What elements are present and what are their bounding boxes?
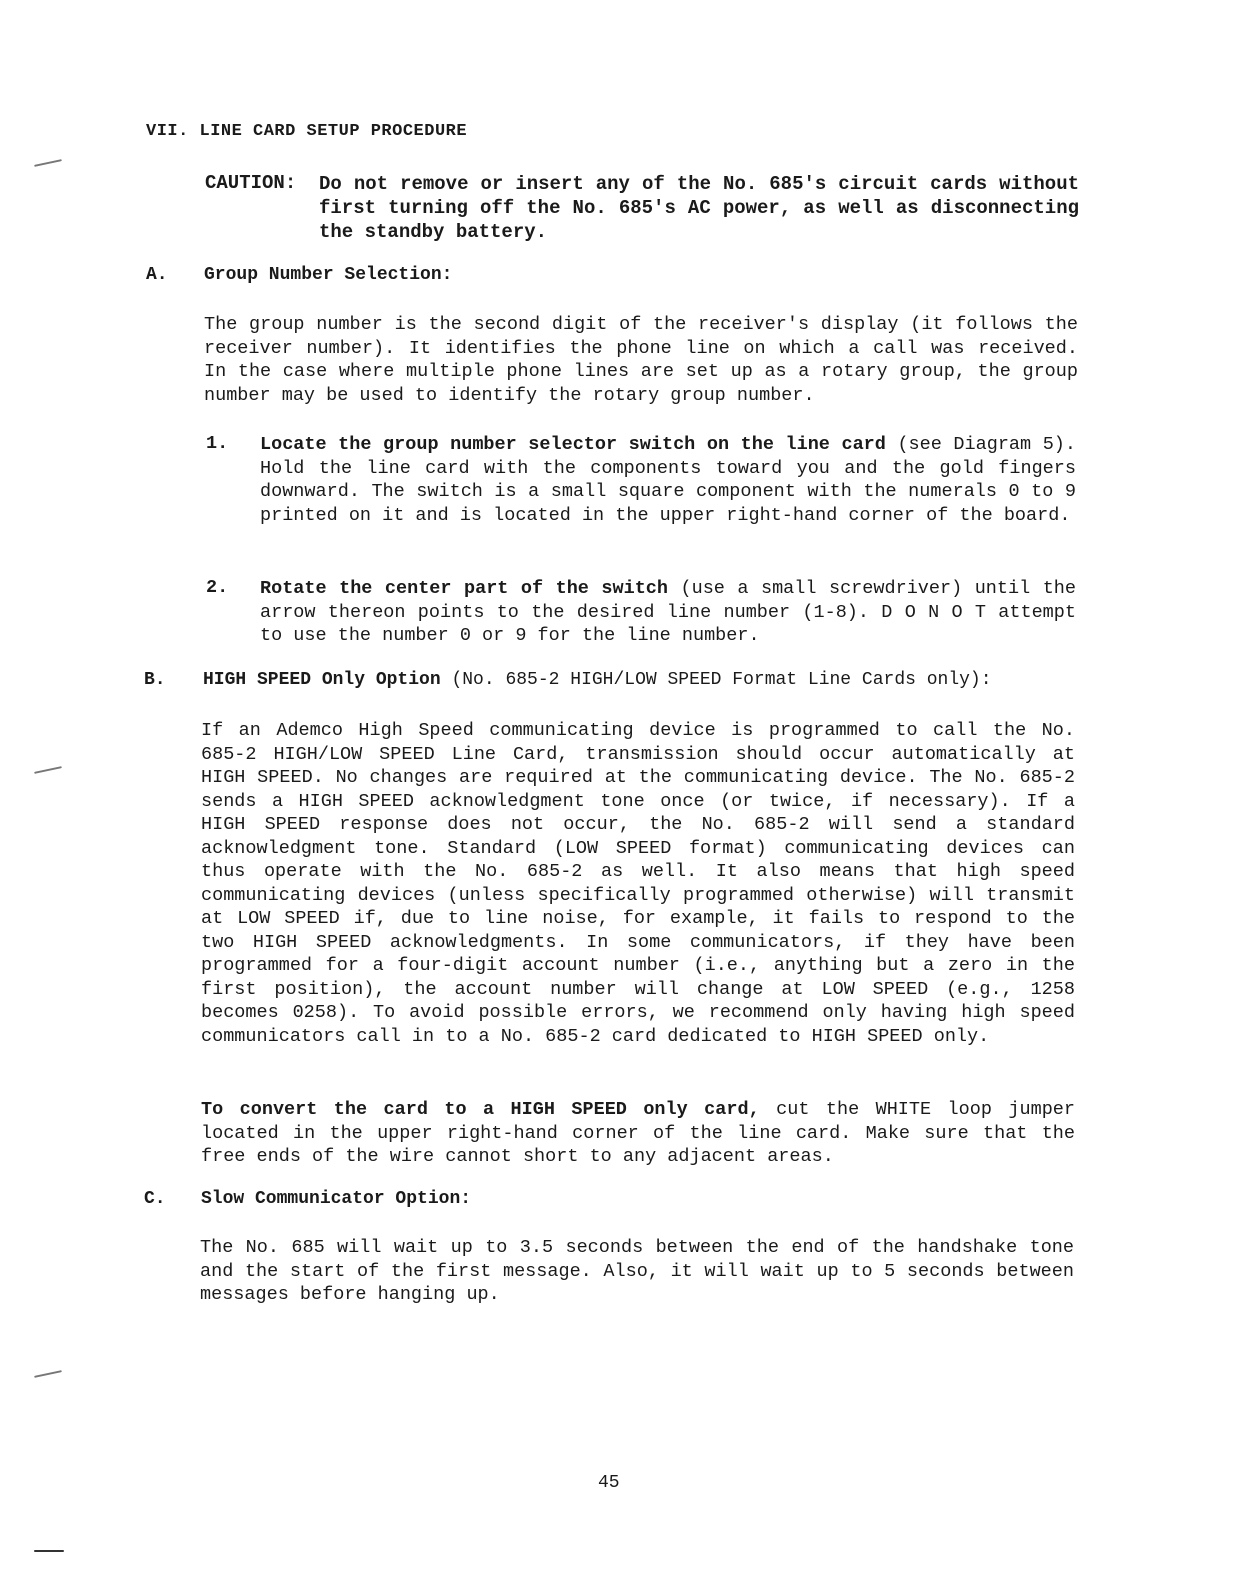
scan-mark [34,1370,62,1378]
subsection-b-heading [203,670,992,690]
list-item [260,433,1076,527]
list-item-number: 1. [206,433,229,454]
subsection-a-heading: Group Number Selection: [204,265,453,285]
scan-mark [34,1550,64,1552]
subsection-b-paragraph: If an Ademco High Speed communicating device is programmed to call the No. 685-2 HIGH/LOW SPEED Line Card, transmission should occur automatically at HIGH SPEED. No changes are required at the communicating device. The No. 685-2 sends a HIGH SPEED acknowledgment tone once (or twice, if necessary). If a HIGH SPEED response does not occur, the No. 685-2 will send a standard acknowledgment tone. Standard (LOW SPEED format) communicating devices can thus operate with the No. 685-2 as well. It also means that high speed communicating devices (unless specifically programmed otherwise) will transmit at LOW SPEED if, due to line noise, for example, it fails to respond to the two HIGH SPEED acknowledgments. In some communicators, if they have been programmed for a four-digit account number (i.e., anything but a zero in the first position), the account number will change at LOW SPEED (e.g., 1258 becomes 0258). To avoid possible errors, we recommend only having high speed communicators call in to a No. 685-2 card dedicated to HIGH SPEED only. [201,720,1075,1047]
subsection-c-paragraph: The No. 685 will wait up to 3.5 seconds between the end of the handshake tone and the start of the first message. Also, it will wait up to 5 seconds between messages before hanging up. [200,1237,1074,1305]
scan-mark [34,159,62,167]
subsection-a-paragraph: The group number is the second digit of the receiver's display (it follows the receiver number). It identifies the phone line on which a call was received. In the case where multiple phone lines are set up as a rotary group, the group number may be used to identify the rotary group number. [204,314,1078,406]
list-item [260,577,1076,648]
subsection-c-letter: C. [144,1189,166,1209]
caution-label: CAUTION: [205,172,297,194]
list-item-lead: Locate the group number selector switch on the line card [260,434,886,455]
subsection-b-heading-note: (No. 685-2 HIGH/LOW SPEED Format Line Cards only): [440,670,992,690]
list-item-lead: Rotate the center part of the switch [260,578,668,599]
list-item-text: (see Diagram 5). Hold the line card with the components toward you and the gold fingers downward. The switch is a small square component with the numerals 0 to 9 printed on it and is located in the upper right-hand corner of the board. [260,434,1076,526]
convert-text: cut the WHITE loop jumper located in the upper right-hand corner of the line card. Make sure that the free ends of the wire cannot short to any adjacent areas. [201,1099,1075,1167]
subsection-b-letter: B. [144,670,166,690]
convert-lead: To convert the card to a HIGH SPEED only card, [201,1099,760,1120]
subsection-b-heading-text: HIGH SPEED Only Option [203,670,441,690]
subsection-c-heading: Slow Communicator Option: [201,1189,472,1209]
list-item-number: 2. [206,577,229,598]
list-item-text: (use a small screwdriver) until the arrow thereon points to the desired line number (1-8). D O N O T attempt to use the number 0 or 9 for the line number. [260,578,1076,646]
section-title: VII. LINE CARD SETUP PROCEDURE [146,122,468,141]
subsection-a-letter: A. [146,265,168,285]
caution-text: Do not remove or insert any of the No. 685's circuit cards without first turning off the No. 685's AC power, as well as disconnecting the standby battery. [319,173,1079,243]
page-number: 45 [598,1473,620,1493]
scan-mark [34,766,62,774]
convert-paragraph [201,1098,1075,1169]
